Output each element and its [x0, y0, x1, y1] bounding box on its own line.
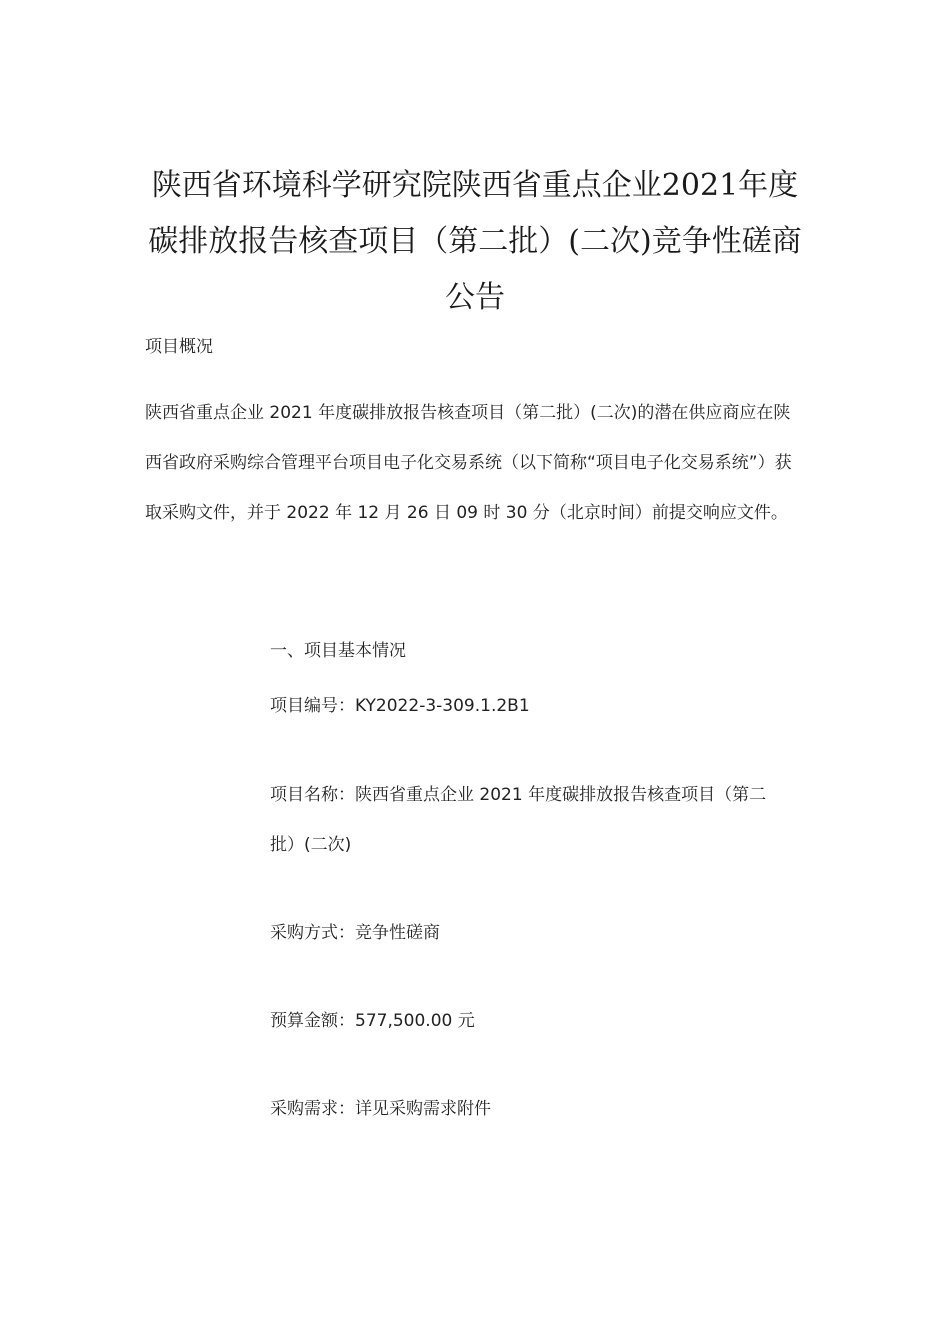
- overview-paragraph: 陕西省重点企业 2021 年度碳排放报告核查项目（第二批）(二次)的潜在供应商应在陕西省政府采购综合管理平台项目电子化交易系统（以下简称“项目电子化交易系统”）获取采购文件，并于 2022 年 12 月 26 日 09 时 30 分（北京时间）前提交响应文件。: [145, 403, 792, 523]
- budget-amount: 预算金额：577,500.00 元: [270, 1011, 475, 1031]
- page-title: 陕西省环境科学研究院陕西省重点企业2021年度碳排放报告核查项目（第二批）(二次)竞争性磋商公告: [148, 168, 802, 315]
- basic-info-heading: 一、项目基本情况: [270, 641, 406, 661]
- project-name: 项目名称：陕西省重点企业 2021 年度碳排放报告核查项目（第二批）(二次): [270, 785, 767, 855]
- procurement-requirements: 采购需求：详见采购需求附件: [270, 1099, 491, 1119]
- procurement-method: 采购方式：竞争性磋商: [270, 923, 440, 943]
- overview-heading: 项目概况: [145, 337, 213, 357]
- project-number: 项目编号：KY2022-3-309.1.2B1: [270, 696, 530, 716]
